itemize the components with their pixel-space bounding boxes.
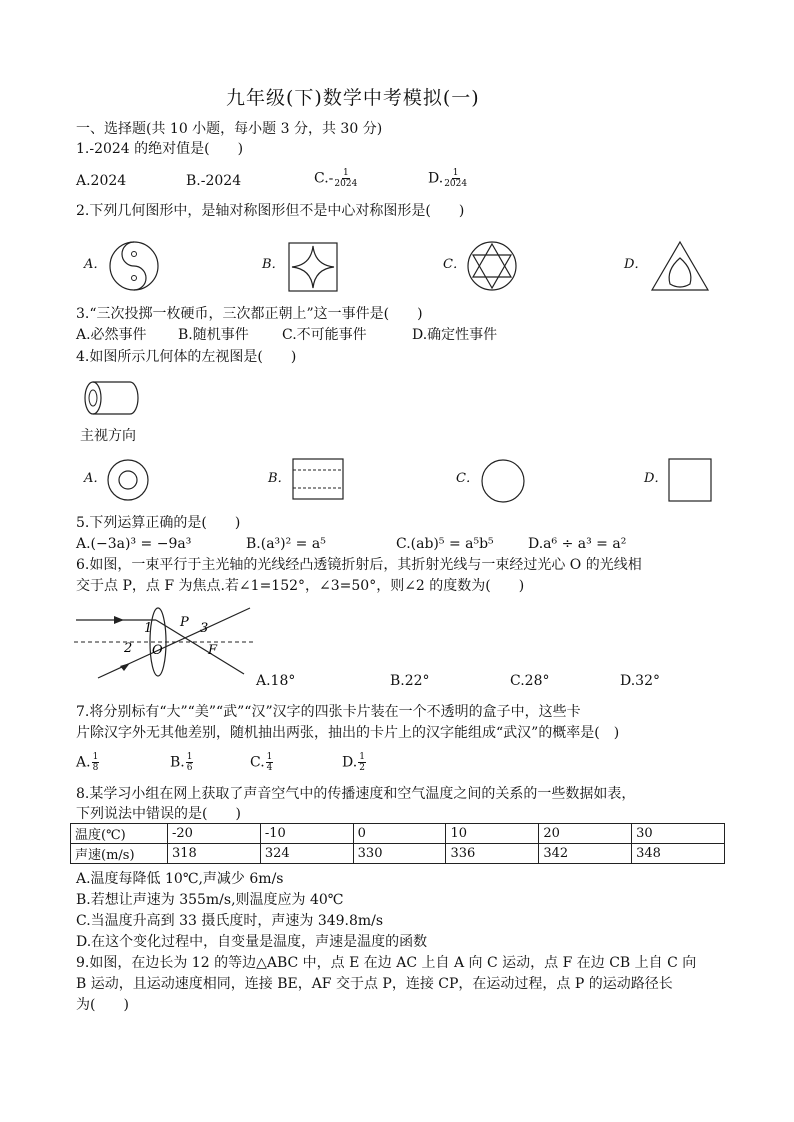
table-cell: 324 xyxy=(260,844,353,864)
angle-3-label: 3 xyxy=(200,621,209,636)
q6-line2: 交于点 P，点 F 为焦点.若∠1=152°，∠3=50°，则∠2 的度数为( ) xyxy=(76,578,525,594)
angle-1-label: 1 xyxy=(144,621,153,636)
table-cell: 温度(℃) xyxy=(71,824,168,844)
q2-label-d: D． xyxy=(624,257,648,272)
q1-option-c: C.- $\frac{1}{2024}$ xyxy=(314,168,358,189)
q7-option-d: D. $\frac{1}{2}$ xyxy=(342,752,365,773)
table-row xyxy=(71,844,725,864)
table-cell: 336 xyxy=(446,844,539,864)
circle-figure xyxy=(480,458,526,504)
q1-option-a: A.2024 xyxy=(76,173,127,189)
square-star-figure xyxy=(288,242,338,292)
table-cell: 30 xyxy=(632,824,725,844)
table-cell: -10 xyxy=(260,824,353,844)
table-cell: 10 xyxy=(446,824,539,844)
square-figure xyxy=(668,458,712,502)
q7-line1: 7.将分别标有“大”“美”“武”“汉”汉字的四张卡片装在一个不透明的盒子中，这些卡 xyxy=(76,704,581,720)
q5-option-d: D.a⁶ ÷ a³ = a² xyxy=(528,536,627,552)
q7-line2: 片除汉字外无其他差别，随机抽出两张，抽出的卡片上的汉字能组成“武汉”的概率是( ) xyxy=(76,725,620,741)
point-f-label: F xyxy=(208,643,218,658)
q8-line1: 8.某学习小组在网上获取了声音空气中的传播速度和空气温度之间的关系的一些数据如表， xyxy=(76,786,636,802)
q5-option-b: B.(a³)² = a⁵ xyxy=(246,536,326,552)
sound-speed-table xyxy=(70,823,725,864)
q6-option-c: C.28° xyxy=(510,673,550,689)
q5-option-a: A.(−3a)³ = −9a³ xyxy=(76,536,192,552)
table-cell: 342 xyxy=(539,844,632,864)
view-direction-label: 主视方向 xyxy=(80,428,136,444)
q8-option-a: A.温度每降低 10℃,声减少 6m/s xyxy=(76,871,284,887)
q8-option-c: C.当温度升高到 33 摄氏度时，声速为 349.8m/s xyxy=(76,913,384,929)
q9-line1: 9.如图，在边长为 12 的等边△ABC 中，点 E 在边 AC 上自 A 向 C 运动，点 F 在边 CB 上自 C 向 xyxy=(76,955,697,971)
q4-label-c: C． xyxy=(456,471,479,486)
table-cell: 20 xyxy=(539,824,632,844)
reuleaux-triangle-figure xyxy=(650,240,710,292)
q8-option-b: B.若想让声速为 355m/s,则温度应为 40℃ xyxy=(76,892,344,908)
cylinder-tube-figure xyxy=(84,380,140,418)
angle-2-label: 2 xyxy=(124,641,133,656)
rectangle-dashed-figure xyxy=(292,458,344,500)
q1-option-d: D. $\frac{1}{2024}$ xyxy=(428,168,468,189)
page-title: 九年级(下)数学中考模拟(一) xyxy=(226,87,480,109)
q2-label-b: B． xyxy=(262,257,285,272)
yin-yang-figure xyxy=(108,240,160,292)
q7-option-c: C. $\frac{1}{4}$ xyxy=(250,752,273,773)
table-cell: 声速(m/s) xyxy=(71,844,168,864)
q3-stem: 3.“三次投掷一枚硬币，三次都正朝上”这一事件是( ) xyxy=(76,306,423,322)
table-cell: 318 xyxy=(168,844,261,864)
q5-stem: 5.下列运算正确的是( ) xyxy=(76,515,241,531)
q8-option-d: D.在这个变化过程中，自变量是温度，声速是温度的函数 xyxy=(76,934,428,950)
q9-line2: B 运动，且运动速度相同，连接 BE，AF 交于点 P，连接 CP，在运动过程，点 P 的运动路径长 xyxy=(76,976,673,992)
q3-option-c: C.不可能事件 xyxy=(282,327,367,343)
lens-diagram xyxy=(74,604,254,684)
q7-option-b: B. $\frac{1}{6}$ xyxy=(170,752,193,773)
concentric-circles-figure xyxy=(106,458,150,502)
q2-label-a: A． xyxy=(84,257,107,272)
table-row xyxy=(71,824,725,844)
q4-label-d: D． xyxy=(644,471,668,486)
table-cell: 330 xyxy=(353,844,446,864)
point-o-label: O xyxy=(152,643,163,658)
point-p-label: P xyxy=(180,615,189,630)
hexagram-figure xyxy=(466,240,518,292)
q5-option-c: C.(ab)⁵ = a⁵b⁵ xyxy=(396,536,494,552)
section-heading: 一、选择题(共 10 小题，每小题 3 分，共 30 分) xyxy=(76,121,383,137)
q8-line2: 下列说法中错误的是( ) xyxy=(76,806,241,822)
q6-option-d: D.32° xyxy=(620,673,660,689)
q1-stem: 1.-2024 的绝对值是( ) xyxy=(76,141,244,157)
table-cell: 0 xyxy=(353,824,446,844)
q4-label-a: A． xyxy=(84,471,107,486)
q1-option-b: B.-2024 xyxy=(186,173,242,189)
q4-label-b: B． xyxy=(268,471,291,486)
q3-option-b: B.随机事件 xyxy=(178,327,249,343)
q7-option-a: A. $\frac{1}{8}$ xyxy=(76,752,99,773)
q3-option-d: D.确定性事件 xyxy=(412,327,498,343)
q6-line1: 6.如图，一束平行于主光轴的光线经凸透镜折射后，其折射光线与一束经过光心 O 的光线相 xyxy=(76,557,642,573)
q4-stem: 4.如图所示几何体的左视图是( ) xyxy=(76,349,297,365)
q2-label-c: C． xyxy=(443,257,466,272)
table-cell: -20 xyxy=(168,824,261,844)
q9-line3: 为( ) xyxy=(76,997,129,1013)
q2-stem: 2.下列几何图形中，是轴对称图形但不是中心对称图形是( ) xyxy=(76,203,465,219)
q6-option-b: B.22° xyxy=(390,673,430,689)
table-cell: 348 xyxy=(632,844,725,864)
q6-option-a: A.18° xyxy=(256,673,296,689)
q3-option-a: A.必然事件 xyxy=(76,327,147,343)
